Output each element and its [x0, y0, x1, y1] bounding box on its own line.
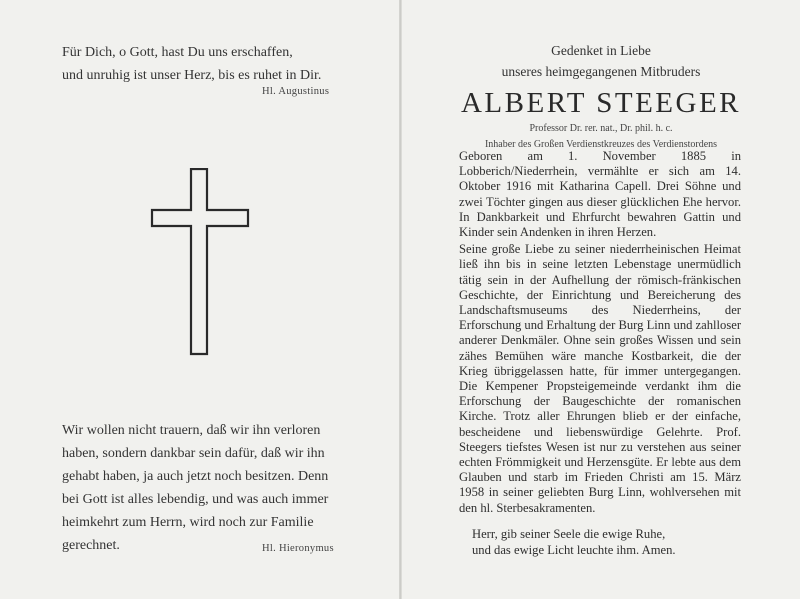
bio-paragraph: Geboren am 1. November 1885 in Lobberich/Niederrhein, vermählte er sich am 14. Oktober 1916 mit Katharina Capell. Drei Söhne und zwei Töchter gingen aus dieser glücklichen Ehe hervor. In Dankbarkeit und Ehrfurcht bewahren Gattin und Kinder sein Andenken in ihren Herzen. [459, 149, 741, 240]
augustinus-quote [62, 41, 352, 87]
quote-line: Für Dich, o Gott, hast Du uns erschaffen, [62, 45, 293, 60]
quote-line: gerechnet. [62, 538, 120, 553]
deceased-name: ALBERT STEEGER [460, 87, 742, 119]
bio-paragraph: Seine große Liebe zu seiner niederrheinischen Heimat ließ ihn bis in seine letzten Lebenstage unermüdlich tätig sein in der Aufhellung der römisch-fränkischen Geschichte, der Einrichtung und Bereicherung des Landschaftsmuseums des Niederrheins, der Erforschung und Erhaltung der Burg Linn und zahlloser anderer Denkmäler. Ohne sein großes Wissen und sein zähes Bemühen wäre manche Kostbarkeit, die der Krieg übriggelassen hatte, für immer untergegangen. Die Kempener Propsteigemeinde verdankt ihm die Erforschung der Baugeschichte der romanischen Kirche. Trotz aller Ehrungen blieb er der einfache, bescheidene und liebenswürdige Gelehrte. Prof. Steegers tiefstes Wesen ist nur zu verstehen aus seiner echten Frömmigkeit und Herzensgüte. Er lebte aus dem Glauben und starb im Frieden Christi am 15. März 1958 in seiner geliebten Burg Linn, wohlversehen mit den hl. Sterbesakramenten. [459, 242, 742, 515]
header-line-1: Gedenket in Liebe [551, 43, 651, 58]
quote-line: heimkehrt zum Herrn, wird noch zur Familie [62, 515, 314, 530]
cross-icon [150, 168, 250, 356]
prayer-line: Herr, gib seiner Seele die ewige Ruhe, [472, 527, 666, 541]
left-panel [0, 0, 399, 599]
academic-degrees: Professor Dr. rer. nat., Dr. phil. h. c. [529, 123, 673, 134]
quote-line: Wir wollen nicht trauern, daß wir ihn verloren [62, 423, 321, 438]
quote-source-hieronymus: Hl. Hieronymus [262, 543, 334, 554]
hieronymus-quote [62, 419, 352, 557]
header-line-2: unseres heimgegangenen Mitbruders [501, 64, 701, 79]
quote-line: bei Gott ist alles lebendig, und was auch immer [62, 492, 329, 507]
memorial-header [402, 40, 800, 153]
closing-prayer [472, 526, 762, 558]
right-panel [402, 0, 800, 599]
biography [459, 149, 741, 518]
quote-line: haben, sondern dankbar sein dafür, daß wir ihn [62, 446, 325, 461]
quote-line: und unruhig ist unser Herz, bis es ruhet in Dir. [62, 68, 322, 83]
award-line: Inhaber des Großen Verdienstkreuzes des Verdienstordens [484, 139, 718, 150]
quote-source-augustinus: Hl. Augustinus [262, 86, 330, 97]
prayer-line: und das ewige Licht leuchte ihm. Amen. [472, 543, 676, 557]
quote-line: gehabt haben, ja auch jetzt noch besitzen. Denn [62, 469, 329, 484]
